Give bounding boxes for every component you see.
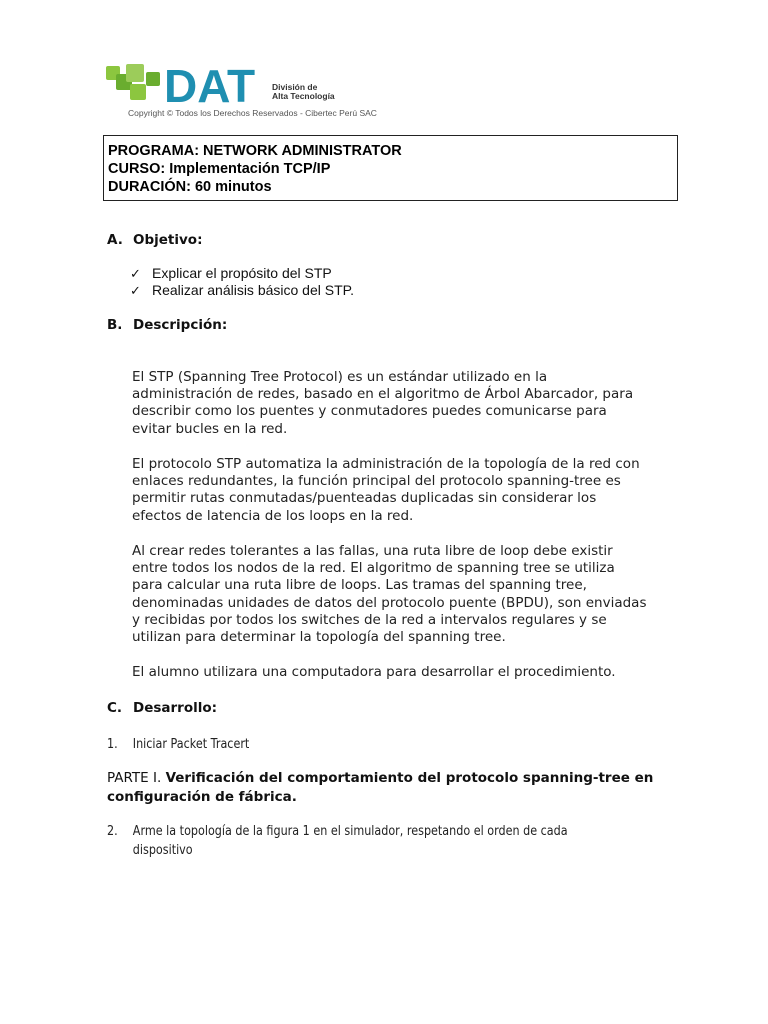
checkmark-icon: ✓ bbox=[130, 283, 141, 298]
objetivo-text: Explicar el propósito del STP bbox=[152, 265, 332, 281]
step-text: Iniciar Packet Tracert bbox=[132, 737, 250, 752]
parte-label: PARTE I. bbox=[107, 770, 162, 786]
section-objetivo-heading bbox=[107, 232, 202, 248]
objetivos-list bbox=[130, 265, 354, 299]
logo-square-4 bbox=[130, 84, 146, 100]
descripcion-paragraph-2 bbox=[132, 456, 677, 525]
paragraph-line: entre todos los nodos de la red. El algoritmo de spanning tree se utiliza bbox=[132, 560, 615, 577]
paragraph-line: El protocolo STP automatiza la administración de la topología de la red con bbox=[132, 456, 640, 472]
step-number: 2. bbox=[107, 824, 118, 839]
list-item bbox=[130, 282, 354, 299]
paragraph-line: Al crear redes tolerantes a las fallas, una ruta libre de loop debe existir bbox=[132, 543, 613, 559]
parte-1-heading bbox=[107, 769, 667, 807]
curso-line: CURSO: Implementación TCP/IP bbox=[108, 161, 331, 177]
paragraph-line: administración de redes, basado en el algoritmo de Árbol Abarcador, para bbox=[132, 386, 634, 403]
course-header-box bbox=[103, 135, 678, 201]
paragraph-line: permitir rutas conmutadas/puenteadas duplicadas sin considerar los bbox=[132, 490, 597, 507]
descripcion-paragraph-4: El alumno utilizara una computadora para desarrollar el procedimiento. bbox=[132, 664, 616, 680]
paragraph-line: efectos de latencia de los loops en la red. bbox=[132, 507, 414, 524]
programa-line: PROGRAMA: NETWORK ADMINISTRATOR bbox=[108, 143, 402, 159]
descripcion-paragraph-3 bbox=[132, 543, 677, 646]
section-descripcion-heading bbox=[107, 317, 227, 333]
section-letter: A. bbox=[107, 232, 123, 248]
logo-line2: Alta Tecnología bbox=[272, 91, 335, 101]
dat-logo bbox=[106, 62, 346, 106]
section-title: Objetivo: bbox=[133, 232, 203, 248]
logo-square-5 bbox=[146, 72, 160, 86]
duracion-line: DURACIÓN: 60 minutos bbox=[108, 179, 272, 195]
section-letter: C. bbox=[107, 700, 123, 716]
list-item bbox=[130, 265, 354, 282]
paragraph-line: describir como los puentes y conmutadores puedes comunicarse para bbox=[132, 403, 607, 420]
paragraph-line: y recibidas por todos los switches de la red a intervalos regulares y se bbox=[132, 611, 607, 628]
objetivo-text: Realizar análisis básico del STP. bbox=[152, 282, 355, 298]
paragraph-line: El STP (Spanning Tree Protocol) es un estándar utilizado en la bbox=[132, 369, 548, 385]
copyright-text: Copyright © Todos los Derechos Reservados - Cibertec Perú SAC bbox=[128, 108, 377, 118]
paragraph-line: denominadas unidades de datos del protocolo puente (BPDU), son enviadas bbox=[132, 594, 647, 611]
step-number: 1. bbox=[107, 737, 118, 752]
section-title: Desarrollo: bbox=[133, 700, 218, 716]
step-text-line2: dispositivo bbox=[132, 843, 193, 858]
parte-title-line2: configuración de fábrica. bbox=[107, 789, 297, 805]
section-title: Descripción: bbox=[133, 317, 228, 333]
logo-wordmark: DAT bbox=[164, 62, 256, 106]
step-1 bbox=[107, 735, 249, 754]
parte-title-line1: Verificación del comportamiento del protocolo spanning-tree en bbox=[165, 770, 654, 786]
checkmark-icon: ✓ bbox=[130, 266, 141, 281]
step-text-line1: Arme la topología de la figura 1 en el simulador, respetando el orden de cada bbox=[132, 824, 568, 839]
step-2 bbox=[107, 822, 568, 860]
paragraph-line: utilizan para determinar la topología del spanning tree. bbox=[132, 629, 506, 646]
section-letter: B. bbox=[107, 317, 123, 333]
paragraph-line: para calcular una ruta libre de loops. Las tramas del spanning tree, bbox=[132, 577, 587, 594]
logo-line1: División de bbox=[272, 82, 318, 92]
paragraph-line: evitar bucles en la red. bbox=[132, 420, 288, 437]
section-desarrollo-heading bbox=[107, 700, 217, 716]
paragraph-line: enlaces redundantes, la función principal del protocolo spanning-tree es bbox=[132, 473, 621, 490]
logo-square-3 bbox=[126, 64, 144, 82]
descripcion-paragraph-1 bbox=[132, 369, 677, 438]
